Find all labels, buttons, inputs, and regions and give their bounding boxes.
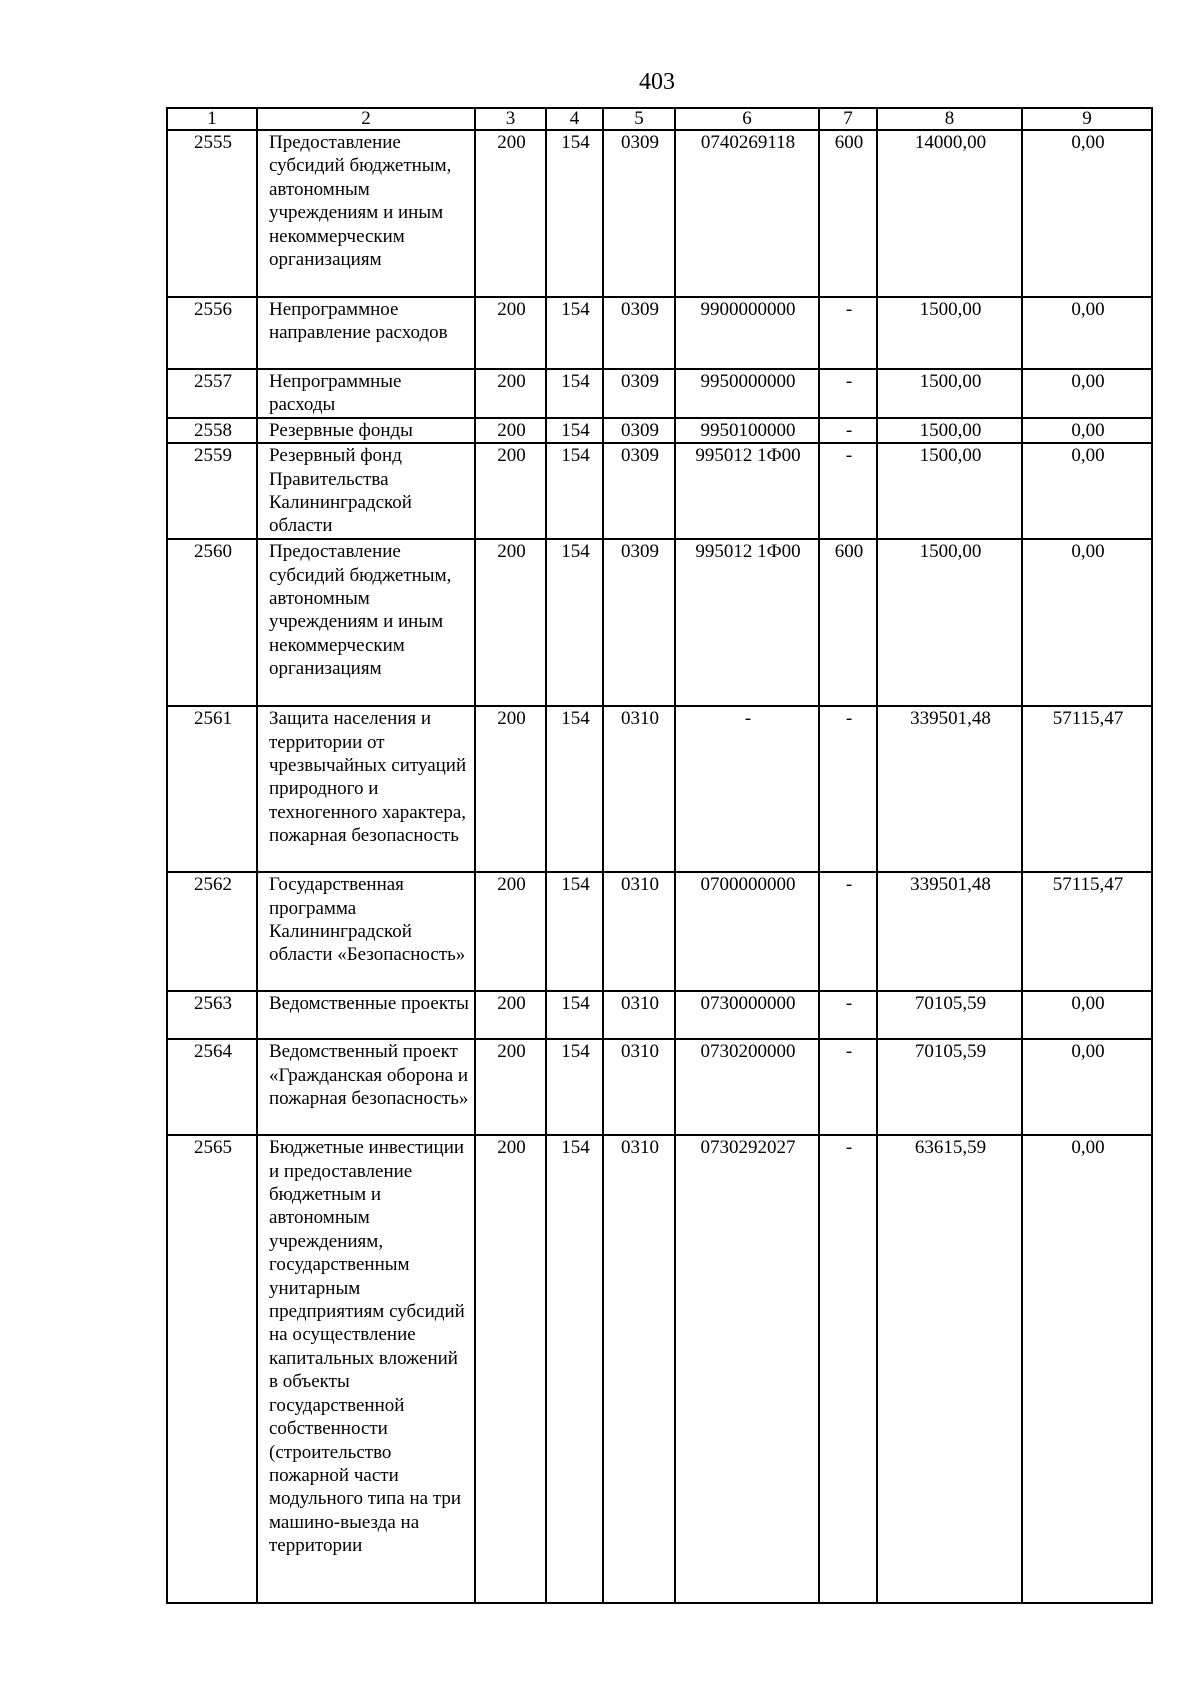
- col-7-value: 600: [819, 130, 877, 297]
- col-8-amount: 339501,48: [877, 706, 1022, 872]
- col-8-amount: 70105,59: [877, 1039, 1022, 1135]
- column-number: 8: [877, 108, 1022, 130]
- col-9-amount: 57115,47: [1022, 872, 1152, 991]
- col-6-value: 9950100000: [675, 418, 819, 443]
- col-8-amount: 1500,00: [877, 297, 1022, 369]
- col-5-value: 0310: [603, 1039, 675, 1135]
- col-7-value: -: [819, 418, 877, 443]
- col-4-value: 154: [546, 369, 603, 418]
- col-3-value: 200: [475, 418, 546, 443]
- col-9-amount: 0,00: [1022, 539, 1152, 706]
- table-row: [167, 872, 1152, 991]
- col-7-value: -: [819, 872, 877, 991]
- col-8-amount: 70105,59: [877, 991, 1022, 1039]
- col-6-value: 0700000000: [675, 872, 819, 991]
- col-4-value: 154: [546, 297, 603, 369]
- expense-name: Государственная программа Калининградской области «Безопасность»: [257, 872, 475, 991]
- col-8-amount: 1500,00: [877, 369, 1022, 418]
- col-3-value: 200: [475, 872, 546, 991]
- row-number: 2555: [167, 130, 257, 297]
- col-4-value: 154: [546, 443, 603, 539]
- col-5-value: 0309: [603, 130, 675, 297]
- row-number: 2563: [167, 991, 257, 1039]
- col-7-value: -: [819, 369, 877, 418]
- row-number: 2564: [167, 1039, 257, 1135]
- col-8-amount: 1500,00: [877, 418, 1022, 443]
- table-row: [167, 1135, 1152, 1603]
- row-number: 2557: [167, 369, 257, 418]
- col-7-value: -: [819, 297, 877, 369]
- expense-name: Защита населения и территории от чрезвычайных ситуаций природного и техногенного характера, пожарная безопасность: [257, 706, 475, 872]
- col-4-value: 154: [546, 991, 603, 1039]
- col-3-value: 200: [475, 1135, 546, 1603]
- row-number: 2556: [167, 297, 257, 369]
- col-9-amount: 0,00: [1022, 991, 1152, 1039]
- col-7-value: -: [819, 991, 877, 1039]
- col-6-value: 0730000000: [675, 991, 819, 1039]
- col-3-value: 200: [475, 130, 546, 297]
- column-number: 4: [546, 108, 603, 130]
- page-number: 403: [639, 69, 675, 95]
- column-number: 6: [675, 108, 819, 130]
- col-8-amount: 63615,59: [877, 1135, 1022, 1603]
- col-3-value: 200: [475, 369, 546, 418]
- expense-name: Ведомственные проекты: [257, 991, 475, 1039]
- column-number: 7: [819, 108, 877, 130]
- col-3-value: 200: [475, 539, 546, 706]
- col-5-value: 0309: [603, 539, 675, 706]
- col-7-value: -: [819, 443, 877, 539]
- col-5-value: 0310: [603, 872, 675, 991]
- col-5-value: 0310: [603, 706, 675, 872]
- col-9-amount: 0,00: [1022, 1039, 1152, 1135]
- col-9-amount: 0,00: [1022, 1135, 1152, 1603]
- col-6-value: 9950000000: [675, 369, 819, 418]
- col-8-amount: 14000,00: [877, 130, 1022, 297]
- column-number: 2: [257, 108, 475, 130]
- col-4-value: 154: [546, 418, 603, 443]
- row-number: 2560: [167, 539, 257, 706]
- col-8-amount: 1500,00: [877, 443, 1022, 539]
- column-number-row: [167, 108, 1152, 130]
- col-9-amount: 0,00: [1022, 443, 1152, 539]
- expense-name: Резервные фонды: [257, 418, 475, 443]
- col-5-value: 0309: [603, 443, 675, 539]
- row-number: 2562: [167, 872, 257, 991]
- expense-name: Предоставление субсидий бюджетным, автономным учреждениям и иным некоммерческим организациям: [257, 539, 475, 706]
- row-number: 2558: [167, 418, 257, 443]
- column-number: 1: [167, 108, 257, 130]
- row-number: 2565: [167, 1135, 257, 1603]
- col-3-value: 200: [475, 706, 546, 872]
- col-6-value: 9900000000: [675, 297, 819, 369]
- row-number: 2561: [167, 706, 257, 872]
- table-row: [167, 369, 1152, 418]
- col-4-value: 154: [546, 539, 603, 706]
- table-row: [167, 443, 1152, 539]
- expense-name: Бюджетные инвестиции и предоставление бюджетным и автономным учреждениям, государственным унитарным предприятиям субсидий на осуществление капитальных вложений в объекты государственной собственности (строительство пожарной части модульного типа на три машино-выезда на территории: [257, 1135, 475, 1603]
- expense-name: Непрограммные расходы: [257, 369, 475, 418]
- col-5-value: 0309: [603, 369, 675, 418]
- col-9-amount: 0,00: [1022, 418, 1152, 443]
- col-7-value: -: [819, 706, 877, 872]
- expense-name: Резервный фонд Правительства Калининградской области: [257, 443, 475, 539]
- row-number: 2559: [167, 443, 257, 539]
- col-6-value: 995012 1Ф00: [675, 443, 819, 539]
- col-3-value: 200: [475, 297, 546, 369]
- col-3-value: 200: [475, 443, 546, 539]
- col-4-value: 154: [546, 1039, 603, 1135]
- col-7-value: -: [819, 1039, 877, 1135]
- col-5-value: 0309: [603, 297, 675, 369]
- expense-name: Ведомственный проект «Гражданская оборона и пожарная безопасность»: [257, 1039, 475, 1135]
- budget-table: [166, 107, 1153, 1604]
- col-6-value: 995012 1Ф00: [675, 539, 819, 706]
- col-5-value: 0310: [603, 1135, 675, 1603]
- table-row: [167, 418, 1152, 443]
- col-6-value: 0740269118: [675, 130, 819, 297]
- col-9-amount: 0,00: [1022, 369, 1152, 418]
- col-4-value: 154: [546, 706, 603, 872]
- table-row: [167, 706, 1152, 872]
- col-9-amount: 0,00: [1022, 297, 1152, 369]
- table-row: [167, 991, 1152, 1039]
- col-8-amount: 339501,48: [877, 872, 1022, 991]
- col-7-value: 600: [819, 539, 877, 706]
- col-3-value: 200: [475, 991, 546, 1039]
- col-4-value: 154: [546, 1135, 603, 1603]
- expense-name: Непрограммное направление расходов: [257, 297, 475, 369]
- table-row: [167, 1039, 1152, 1135]
- column-number: 9: [1022, 108, 1152, 130]
- table-row: [167, 539, 1152, 706]
- col-6-value: 0730200000: [675, 1039, 819, 1135]
- column-number: 5: [603, 108, 675, 130]
- col-9-amount: 0,00: [1022, 130, 1152, 297]
- col-5-value: 0309: [603, 418, 675, 443]
- col-3-value: 200: [475, 1039, 546, 1135]
- expense-name: Предоставление субсидий бюджетным, автономным учреждениям и иным некоммерческим организациям: [257, 130, 475, 297]
- table-row: [167, 130, 1152, 297]
- col-5-value: 0310: [603, 991, 675, 1039]
- col-9-amount: 57115,47: [1022, 706, 1152, 872]
- col-4-value: 154: [546, 872, 603, 991]
- col-6-value: 0730292027: [675, 1135, 819, 1603]
- col-4-value: 154: [546, 130, 603, 297]
- col-7-value: -: [819, 1135, 877, 1603]
- column-number: 3: [475, 108, 546, 130]
- table-row: [167, 297, 1152, 369]
- col-6-value: -: [675, 706, 819, 872]
- col-8-amount: 1500,00: [877, 539, 1022, 706]
